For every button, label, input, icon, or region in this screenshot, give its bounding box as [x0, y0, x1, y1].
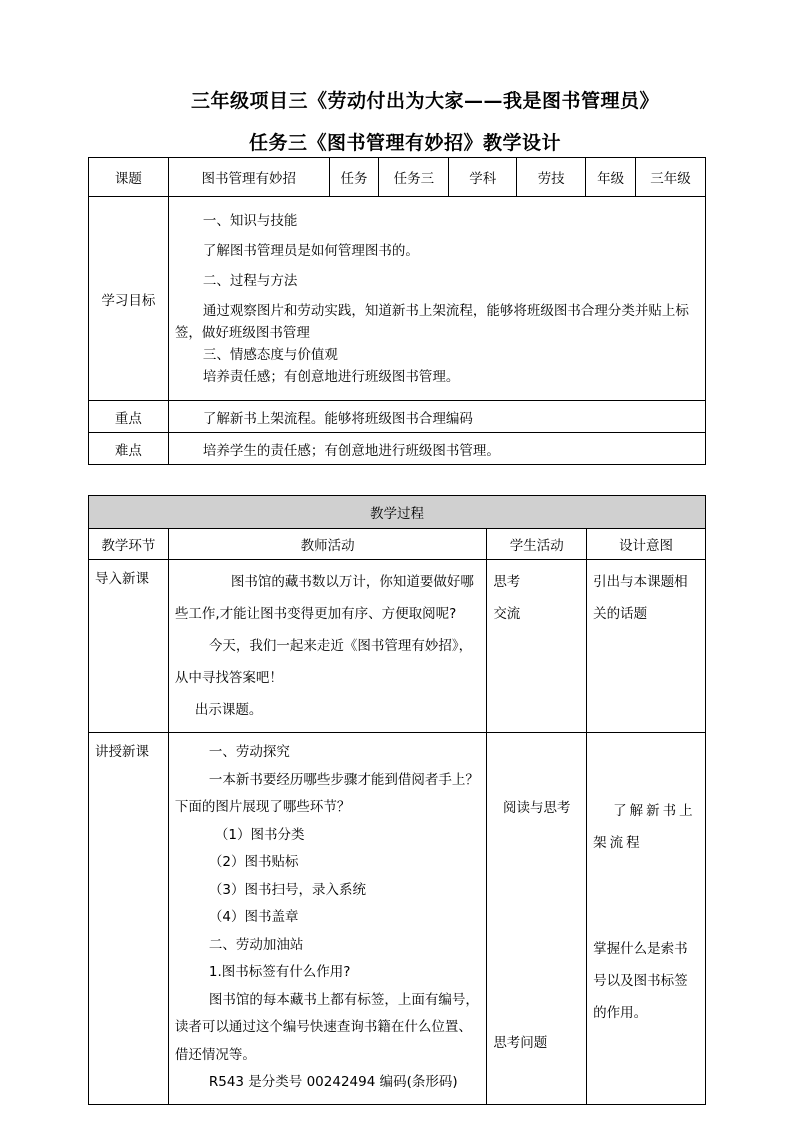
intro-teacher	[168, 560, 486, 733]
info-row	[89, 158, 706, 197]
topic-label: 课题	[89, 158, 169, 197]
intro-row	[89, 560, 706, 733]
info-table	[88, 157, 706, 465]
lesson-teacher	[168, 733, 486, 1105]
lesson-intent-2: 掌握什么是索书号以及图书标签的作用。	[593, 941, 688, 1021]
intro-student	[487, 560, 587, 733]
lesson-teacher-line: 一、劳动探究	[208, 744, 290, 760]
objective-text-2: 通过观察图片和劳动实践，知道新书上架流程，能够将班级图书合理分类并贴上标签，做好班级图书管理	[174, 302, 689, 341]
lesson-teacher-line: 1.图书标签有什么作用?	[208, 964, 351, 980]
lesson-stage: 讲授新课	[89, 733, 169, 1105]
objectives-content	[168, 197, 705, 401]
lesson-student	[487, 733, 587, 1105]
key-point-value: 了解新书上架流程。能够将班级图书合理编码	[168, 401, 705, 433]
lesson-teacher-line: R543 是分类号 00242494 编码(条形码)	[208, 1074, 458, 1090]
objective-heading-2: 二、过程与方法	[202, 272, 298, 289]
objectives-label: 学习目标	[89, 197, 169, 401]
header-student: 学生活动	[487, 529, 587, 560]
subject-value: 劳技	[517, 158, 586, 197]
intro-student-2: 交流	[493, 606, 521, 622]
header-stage: 教学环节	[89, 529, 169, 560]
lesson-teacher-line: （4）图书盖章	[208, 909, 299, 925]
grade-value: 三年级	[636, 158, 706, 197]
process-title-row	[89, 496, 706, 529]
task-label: 任务	[329, 158, 379, 197]
process-header-row	[89, 529, 706, 560]
lesson-student-2: 思考问题	[493, 1034, 548, 1051]
objective-text-3: 培养责任感；有创意地进行班级图书管理。	[202, 368, 460, 385]
intro-student-1: 思考	[493, 574, 521, 590]
lesson-teacher-line: （2）图书贴标	[208, 854, 299, 870]
lesson-teacher-line: （3）图书扫号，录入系统	[208, 881, 366, 898]
difficulty-row	[89, 433, 706, 465]
lesson-intent-1: 了解新书上架流程	[593, 803, 696, 851]
topic-value: 图书管理有妙招	[168, 158, 329, 197]
grade-label: 年级	[586, 158, 636, 197]
process-title: 教学过程	[89, 496, 706, 529]
lesson-teacher-line: 一本新书要经历哪些步骤才能到借阅者手上？下面的图片展现了哪些环节？	[174, 771, 479, 815]
intro-teacher-p3: 出示课题。	[194, 702, 263, 718]
lesson-teacher-line: （1）图书分类	[214, 826, 305, 843]
process-table	[88, 495, 706, 1105]
intro-teacher-p2: 今天，我们一起来走近《图书管理有妙招》，从中寻找答案吧！	[174, 638, 473, 686]
lesson-intent	[587, 733, 706, 1105]
lesson-teacher-line: 图书馆的每本藏书上都有标签，上面有编号，读者可以通过这个编号快速查询书籍在什么位置、借还情况等。	[174, 991, 479, 1063]
objective-heading-1: 一、知识与技能	[202, 212, 298, 229]
objective-text-1: 了解图书管理员是如何管理图书的。	[202, 242, 419, 259]
document-subtitle: 任务三《图书管理有妙招》教学设计	[248, 132, 561, 154]
intro-teacher-p1: 图书馆的藏书数以万计，你知道要做好哪些工作,才能让图书变得更加有序、方便取阅呢?	[174, 574, 474, 622]
document-title: 三年级项目三《劳动付出为大家——我是图书管理员》	[190, 90, 659, 112]
difficulty-value: 培养学生的责任感；有创意地进行班级图书管理。	[168, 433, 705, 465]
lesson-row	[89, 733, 706, 1105]
lesson-teacher-line: 二、劳动加油站	[208, 936, 304, 953]
header-teacher: 教师活动	[168, 529, 486, 560]
intro-stage: 导入新课	[89, 560, 169, 733]
key-point-label: 重点	[89, 401, 169, 433]
key-point-row	[89, 401, 706, 433]
intro-intent: 引出与本课题相关的话题	[587, 560, 706, 733]
lesson-student-1: 阅读与思考	[502, 800, 571, 816]
objective-heading-3: 三、情感态度与价值观	[202, 346, 338, 363]
header-intent: 设计意图	[587, 529, 706, 560]
difficulty-label: 难点	[89, 433, 169, 465]
task-value: 任务三	[379, 158, 449, 197]
subject-label: 学科	[449, 158, 517, 197]
objectives-row	[89, 197, 706, 401]
